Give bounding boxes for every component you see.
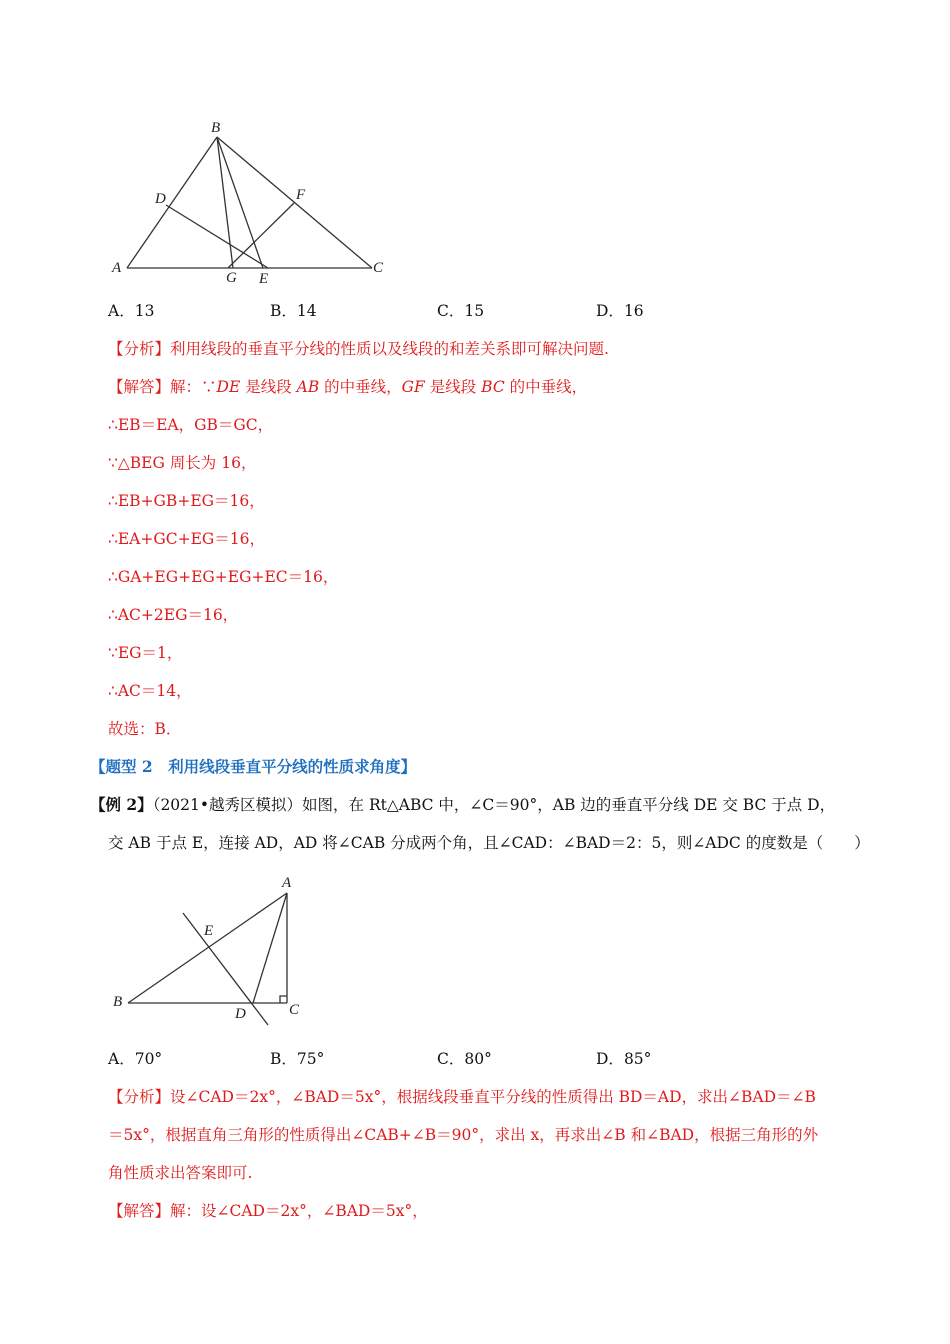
- q2-option-b[interactable]: B．75°: [270, 1050, 325, 1068]
- label-d: D: [235, 1006, 246, 1022]
- q2-analysis-line3: 角性质求出答案即可.: [108, 1164, 253, 1182]
- q2-option-d[interactable]: D．85°: [596, 1050, 652, 1068]
- q1-step-3: ∴EB+GB+EG＝16，: [108, 492, 265, 510]
- label-c: C: [373, 260, 384, 276]
- q1-step-4: ∴EA+GC+EG＝16，: [108, 530, 266, 548]
- q1-step-7: ∵EG＝1，: [108, 644, 183, 662]
- label-b: B: [113, 994, 123, 1010]
- q2-option-a[interactable]: A．70°: [108, 1050, 163, 1068]
- right-angle-mark: [280, 996, 287, 1003]
- q1-solution-intro: 【解答】解：∵DE 是线段 AB 的中垂线，GF 是线段 BC 的中垂线，: [108, 378, 588, 396]
- label-d: D: [155, 191, 166, 207]
- figure-2-right-triangle: [100, 868, 320, 1028]
- solution-tag: 【解答】: [108, 1202, 171, 1220]
- analysis-tag: 【分析】: [108, 1088, 171, 1106]
- q1-step-8: ∴AC＝14，: [108, 682, 192, 700]
- q1-step-1: ∴EB＝EA，GB＝GC，: [108, 416, 274, 434]
- q2-analysis-line2: ＝5x°，根据直角三角形的性质得出∠CAB+∠B＝90°，求出 x，再求出∠B 和∠BAD，根据三角形的外: [108, 1126, 819, 1144]
- q1-step-9: 故选：B．: [108, 720, 182, 738]
- label-b: B: [211, 120, 221, 136]
- label-a: A: [282, 875, 292, 891]
- q1-analysis: 【分析】利用线段的垂直平分线的性质以及线段的和差关系即可解决问题.: [108, 340, 609, 358]
- segment-ab: [128, 893, 287, 1003]
- q2-solution: 【解答】解：设∠CAD＝2x°，∠BAD＝5x°，: [108, 1202, 428, 1220]
- label-g: G: [226, 270, 237, 286]
- analysis-tag: 【分析】: [108, 340, 171, 358]
- label-f: F: [296, 187, 306, 203]
- perpendicular-bisector-de: [183, 913, 268, 1025]
- type2-heading: 【题型 2 利用线段垂直平分线的性质求角度】: [90, 757, 417, 776]
- segment-bg: [217, 137, 233, 268]
- example2-line1: 【例 2】（2021•越秀区模拟）如图，在 Rt△ABC 中，∠C＝90°，AB 边的垂直平分线 DE 交 BC 于点 D，: [90, 795, 836, 814]
- q1-step-6: ∴AC+2EG＝16，: [108, 606, 239, 624]
- q1-option-a[interactable]: A．13: [108, 302, 155, 320]
- segment-de: [166, 205, 268, 268]
- q1-option-b[interactable]: B．14: [270, 302, 317, 320]
- q1-step-5: ∴GA+EG+EG+EG+EC＝16，: [108, 568, 339, 586]
- example2-tag: 【例 2】: [90, 795, 153, 814]
- example2-line2: 交 AB 于点 E，连接 AD，AD 将∠CAB 分成两个角，且∠CAD：∠BAD＝2：5，则∠ADC 的度数是（ ）: [108, 834, 870, 852]
- q2-option-c[interactable]: C．80°: [437, 1050, 492, 1068]
- solution-tag: 【解答】: [108, 378, 171, 396]
- segment-ab: [127, 137, 217, 268]
- segment-ad: [253, 893, 287, 1003]
- label-e: E: [259, 271, 269, 287]
- figure-1-triangle: [100, 115, 400, 290]
- q2-analysis-line1: 【分析】设∠CAD＝2x°，∠BAD＝5x°，根据线段垂直平分线的性质得出 BD＝AD，求出∠BAD＝∠B: [108, 1088, 816, 1106]
- label-c: C: [289, 1002, 300, 1018]
- label-e: E: [204, 923, 214, 939]
- q1-option-d[interactable]: D．16: [596, 302, 644, 320]
- label-a: A: [112, 260, 122, 276]
- q1-option-c[interactable]: C．15: [437, 302, 485, 320]
- segment-gf: [228, 203, 294, 268]
- q1-step-2: ∵△BEG 周长为 16，: [108, 454, 257, 472]
